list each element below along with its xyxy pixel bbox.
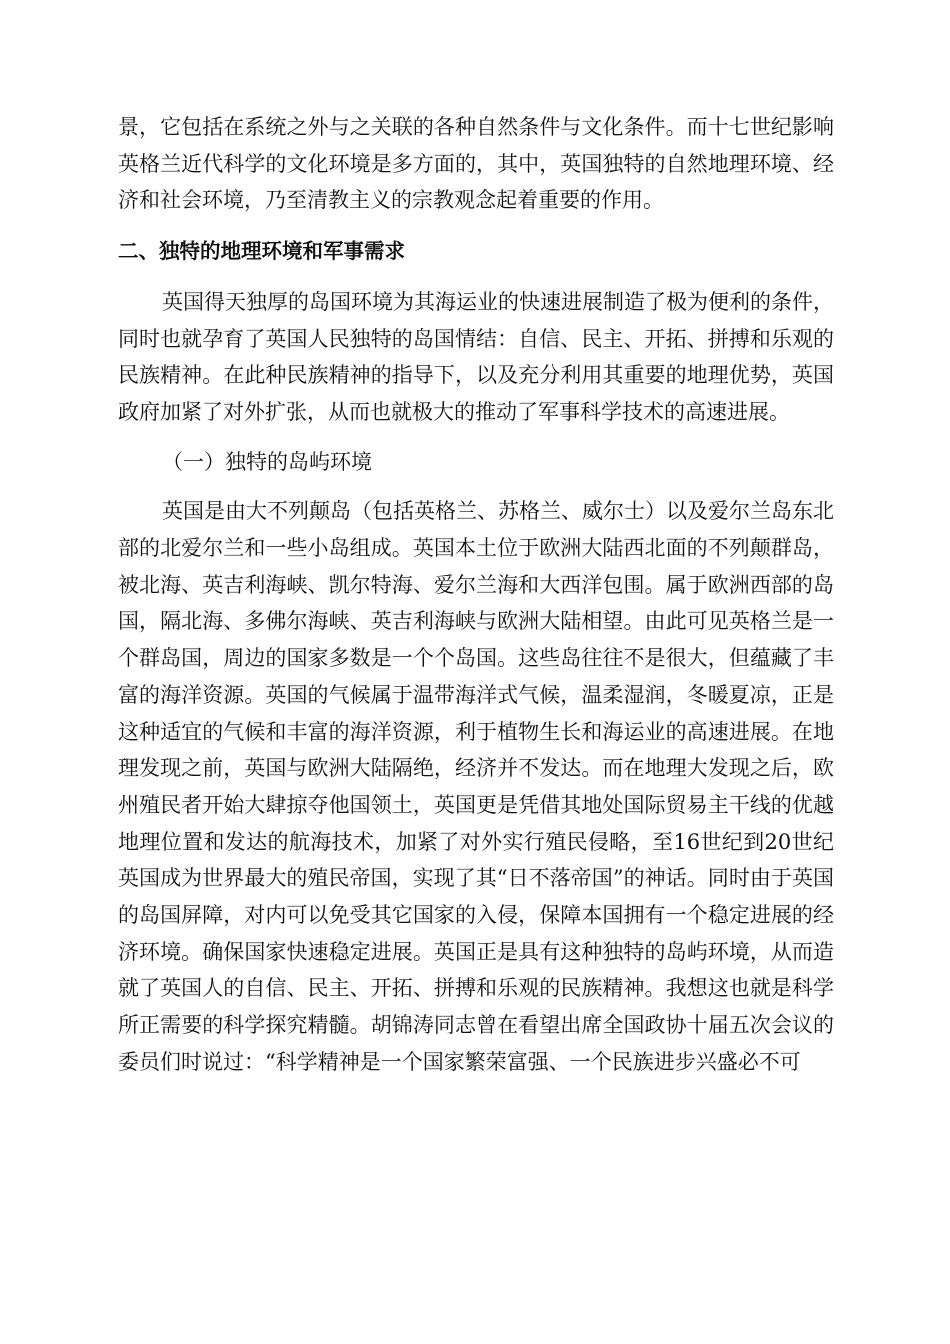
document-page [118,109,834,1081]
subsection-paragraph: 英国是由大不列颠岛（包括英格兰、苏格兰、威尔士）以及爱尔兰岛东北部的北爱尔兰和一些小岛组成。英国本土位于欧洲大陆西北面的不列颠群岛，被北海、英吉利海峡、凯尔特海、爱尔兰海和大西洋包围。属于欧洲西部的岛国，隔北海、多佛尔海峡、英吉利海峡与欧洲大陆相望。由此可见英格兰是一个群岛国，周边的国家多数是一个个岛国。这些岛往往不是很大，但蕴藏了丰富的海洋资源。英国的气候属于温带海洋式气候，温柔湿润，冬暖夏凉，正是这种适宜的气候和丰富的海洋资源，利于植物生长和海运业的高速进展。在地理发现之前，英国与欧洲大陆隔绝，经济并不发达。而在地理大发现之后，欧州殖民者开始大肆掠夺他国领土，英国更是凭借其地处国际贸易主干线的优越地理位置和发达的航海技术，加紧了对外实行殖民侵略，至16世纪到20世纪英国成为世界最大的殖民帝国，实现了其“日不落帝国”的神话。同时由于英国的岛国屏障，对内可以免受其它国家的入侵，保障本国拥有一个稳定进展的经济环境。确保国家快速稳定进展。英国正是具有这种独特的岛屿环境，从而造就了英国人的自信、民主、开拓、拼搏和乐观的民族精神。我想这也就是科学所正需要的科学探究精髓。胡锦涛同志曾在看望出席全国政协十届五次会议的委员们时说过：“科学精神是一个国家繁荣富强、一个民族进步兴盛必不可 [118,499,834,1074]
subsection-heading: （一）独特的岛屿环境 [162,449,372,474]
section-heading: 二、独特的地理环境和军事需求 [118,239,405,264]
intro-paragraph: 景，它包括在系统之外与之关联的各种自然条件与文化条件。而十七世纪影响英格兰近代科学的文化环境是多方面的，其中，英国独特的自然地理环境、经济和社会环境，乃至清教主义的宗教观念起着重要的作用。 [118,115,834,213]
section-paragraph: 英国得天独厚的岛国环境为其海运业的快速进展制造了极为便利的条件，同时也就孕育了英国人民独特的岛国情结：自信、民主、开拓、拼搏和乐观的民族精神。在此种民族精神的指导下，以及充分利用其重要的地理优势，英国政府加紧了对外扩张，从而也就极大的推动了军事科学技术的高速进展。 [118,289,834,424]
